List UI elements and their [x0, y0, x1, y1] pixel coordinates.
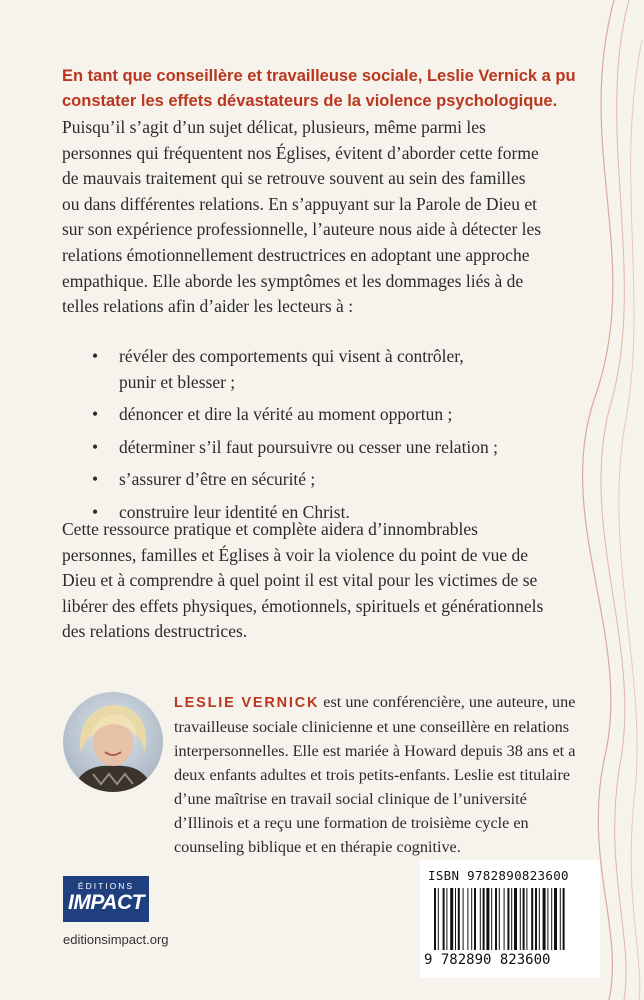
- closing-line: des relations destructrices.: [62, 621, 248, 642]
- bullet-text: déterminer s’il faut poursuivre ou cesser une relation ;: [119, 436, 499, 457]
- intro-line: personnes qui fréquentent nos Églises, évitent d’aborder cette forme: [62, 142, 539, 163]
- bullet-text: construire leur identité en Christ.: [119, 501, 350, 522]
- closing-paragraph: [62, 517, 543, 645]
- bio-line: deux enfants adultes et trois petits-enfants. Leslie est titulaire: [174, 766, 571, 784]
- lead-line: En tant que conseillère et travailleuse sociale, Leslie Vernick a pu: [62, 67, 576, 85]
- bio-line: counseling biblique et en thérapie cognitive.: [174, 838, 461, 856]
- bullet-text: révéler des comportements qui visent à contrôler,: [119, 346, 464, 366]
- author-photo: [63, 692, 163, 792]
- closing-line: Cette ressource pratique et complète aidera d’innombrables: [62, 519, 478, 539]
- intro-line: ou dans différentes relations. En s’appuyant sur la Parole de Dieu et: [62, 193, 537, 214]
- bullet-text-continued: punir et blesser ;: [119, 371, 236, 392]
- isbn-label: ISBN 9782890823600: [428, 868, 569, 883]
- bullet-item: [92, 467, 498, 493]
- bio-line: d’une maîtrise en travail social clinique de l’université: [174, 790, 527, 808]
- bio-line: interpersonnelles. Elle est mariée à Howard depuis 38 ans et a: [174, 742, 576, 760]
- bullet-list: [92, 344, 498, 533]
- closing-line: libérer des effets physiques, émotionnels, spirituels et générationnels: [62, 595, 544, 616]
- intro-line: relations émotionnellement destructrices en adoptant une approche: [62, 244, 530, 265]
- barcode-digits: 9 782890 823600: [424, 952, 551, 968]
- intro-line: telles relations afin d’aider les lecteurs à :: [62, 296, 354, 317]
- intro-line: sur son expérience professionnelle, l’auteure nous aide à détecter les: [62, 219, 542, 240]
- bullet-icon: •: [92, 346, 99, 366]
- author-bio: [174, 690, 575, 859]
- bullet-item: [92, 344, 498, 395]
- bullet-icon: •: [92, 404, 99, 425]
- bullet-text: dénoncer et dire la vérité au moment opportun ;: [119, 404, 453, 425]
- logo-top-text: ÉDITIONS: [77, 881, 135, 891]
- intro-paragraph: [62, 115, 541, 320]
- closing-line: Dieu et à comprendre à quel point il est vital pour les victimes de se: [62, 570, 538, 591]
- bullet-icon: •: [92, 436, 99, 457]
- lead-paragraph: [62, 64, 582, 114]
- intro-line: Puisqu’il s’agit d’un sujet délicat, plusieurs, même parmi les: [62, 117, 486, 137]
- bullet-text: s’assurer d’être en sécurité ;: [119, 469, 316, 490]
- bio-line: d’Illinois et a reçu une formation de troisième cycle en: [174, 814, 529, 832]
- bio-line: travailleuse sociale clinicienne et une conseillère en relations: [174, 718, 570, 736]
- publisher-website: editionsimpact.org: [63, 932, 169, 947]
- bio-text: est une conférencière, une auteure, une: [319, 693, 576, 711]
- bullet-icon: •: [92, 469, 99, 490]
- lead-line: constater les effets dévastateurs de la violence psychologique.: [62, 92, 558, 110]
- logo-main-text: IMPACT: [68, 891, 144, 914]
- bullet-item: [92, 435, 498, 461]
- bio-line: [174, 690, 575, 715]
- intro-line: de mauvais traitement qui se retrouve souvent au sein des familles: [62, 168, 526, 189]
- isbn-barcode: [420, 860, 600, 978]
- author-name: LESLIE VERNICK: [174, 695, 320, 711]
- closing-line: personnes, familles et Églises à voir la violence du point de vue de: [62, 544, 529, 565]
- publisher-logo: [63, 876, 149, 922]
- barcode-icon: [428, 888, 592, 952]
- bullet-icon: •: [92, 501, 99, 522]
- intro-line: empathique. Elle aborde les symptômes et les dommages liés à de: [62, 270, 524, 291]
- bullet-item: [92, 402, 498, 428]
